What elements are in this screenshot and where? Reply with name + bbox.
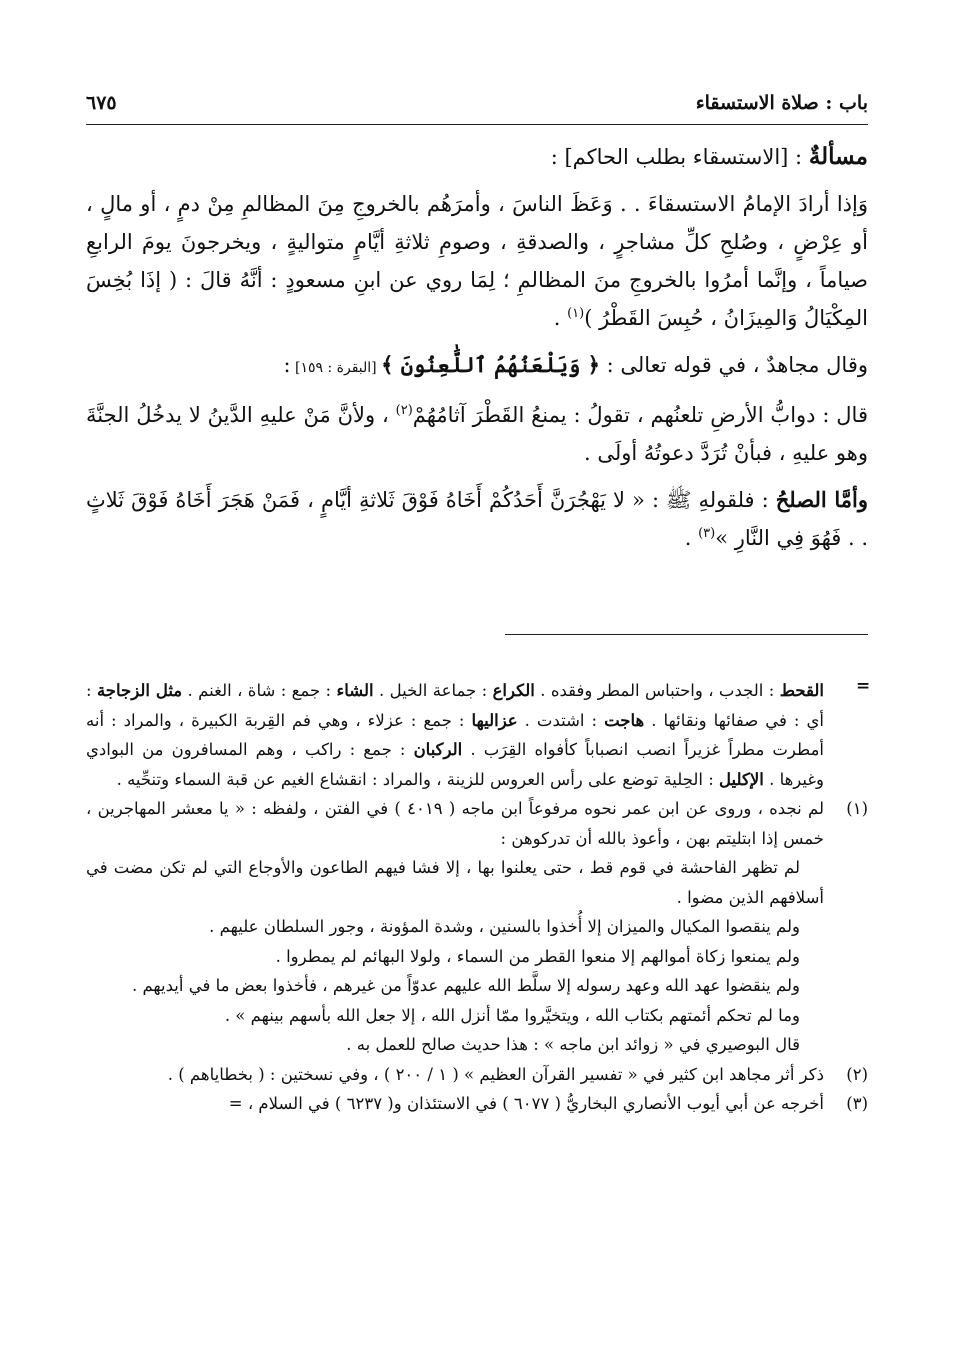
paragraph-4 — [86, 481, 868, 557]
paragraph-2-text: وقال مجاهدٌ ، في قوله تعالى : — [599, 353, 868, 377]
surah-reference: [البقرة : ١٥٩] — [290, 360, 382, 376]
main-text — [86, 138, 868, 566]
footnote-ref-1[interactable]: (١) — [567, 306, 585, 321]
header-divider — [86, 124, 868, 125]
continuation-marker: = — [856, 676, 871, 696]
paragraph-4-end: . — [684, 526, 699, 550]
footnote-divider — [505, 634, 868, 635]
paragraph-2-end: : — [283, 353, 291, 377]
glossary-definition: : جمع : شاة ، الغنم . — [182, 681, 337, 700]
glossary-definition: : جماعة الخيل . — [373, 681, 493, 700]
footnote-3-text: أخرجه عن أبي أيوب الأنصاري البخاريُّ ( ٦٠٧٧ ) في الاستئذان و( ٦٢٣٧ ) في السلام ، = — [228, 1094, 824, 1113]
running-header — [86, 88, 868, 118]
footnote-1-number: (١) — [846, 799, 868, 818]
footnote-1 — [86, 794, 868, 853]
glossary-definition: : الجدب ، واحتباس المطر وفقده . — [534, 681, 780, 700]
glossary-term: الركبان — [413, 740, 463, 759]
paragraph-1-end: . — [553, 306, 568, 330]
footnote-2-number: (٢) — [846, 1064, 868, 1084]
page-number: ٦٧٥ — [86, 92, 117, 114]
glossary-term: عزاليها — [471, 710, 518, 730]
paragraph-3-text: قال : دوابُّ الأرضِ تلعنُهم ، تقولُ : يمنعُ القَطْرَ آثامُهُمْ — [412, 403, 868, 427]
footnote-1-hadith-part: ولم ينقضوا عهد الله وعهد رسوله إلا سلَّط الله عليهم عدوّاً من غيرهم ، فأخذوا بعض ما في أيديهم . — [131, 976, 800, 995]
footnote-ref-3[interactable]: (٣) — [698, 526, 716, 541]
paragraph-2 — [86, 346, 868, 387]
glossary-footnote — [86, 676, 868, 794]
paragraph-4-text: : فلقولهِ ﷺ : « لا يَهْجُرَنَّ أَحَدُكُمْ أَخَاهُ فَوْقَ ثَلاثةِ أيَّامٍ ، فَمَنْ هَجَرَ أَخَاهُ فَوْقَ ثَلاثٍ . . فَهُوَ فِي النَّارِ » — [86, 488, 868, 550]
footnote-ref-2[interactable]: (٢) — [395, 403, 413, 418]
footnote-2 — [86, 1060, 868, 1090]
paragraph-1-text: وَإذا أرادَ الإمامُ الاستسقاءَ . . وَعَظَ الناسَ ، وأمرَهُم بالخروجِ مِنَ المظالمِ مِنْ دمٍ ، أو مالٍ ، أو عِرْضٍ ، وصُلحِ كلِّ مشاجرٍ ، والصدقةِ ، وصومِ ثلاثةِ أيَّامٍ متواليةٍ ، ويخرجونَ يومَ الرابعِ صياماً ، وإنَّما أمرُوا بالخروجِ منَ المظالمِ ؛ لِمَا روي عن ابنِ مسعودٍ : أنَّهُ قالَ : ( إذَا بُخِسَ المِكْيَالُ وَالمِيزَانُ ، حُبِسَ القَطْرُ ) — [86, 192, 868, 330]
paragraph-3 — [86, 396, 868, 472]
glossary-term: الشاء — [336, 681, 374, 700]
glossary-definition: : أي : في صفائها ونقائها . — [86, 681, 824, 730]
glossary-definition: : الحِلية توضع على رأس العروس للزينة ، والمراد : انقشاع الغيم عن قبة السماء وتنحِّيه . — [116, 769, 720, 789]
glossary-definition: : جمع : راكب ، وهم المسافرون من البوادي وغيرها . — [86, 740, 824, 789]
footnote-1-text: لم نجده ، وروى عن ابن عمر نحوه مرفوعاً ابن ماجه ( ٤٠١٩ ) في الفتن ، ولفظه : « يا معشر المهاجرين ، خمس إذا ابتليتم بهن ، وأعوذ بالله أن تدركوهن : — [86, 799, 825, 848]
footnote-1-hadith-part: وما لم تحكم أئمتهم بكتاب الله ، ويتخيَّروا ممّا أنزل الله ، إلا جعل الله بأسهم بينهم » . — [224, 1005, 800, 1025]
glossary-definition: : اشتدت . — [517, 710, 605, 730]
issue-separator: : — [788, 145, 809, 169]
chapter-title: باب : صلاة الاستسقاء — [695, 92, 868, 114]
footnote-1-hadith-part: ولم يمنعوا زكاة أموالهم إلا منعوا القطر من السماء ، ولولا البهائم لم يمطروا . — [275, 946, 800, 966]
footnotes-section — [86, 676, 868, 1119]
issue-subject: [الاستسقاء بطلب الحاكم] : — [550, 145, 789, 169]
footnote-3-number: (٣) — [846, 1094, 868, 1113]
paragraph-3-end: ، ولأنَّ مَنْ عليهِ الدَّينُ لا يدخُلُ الجنَّةَ وهو عليهِ ، فبأنْ تُرَدَّ دعوتُهُ أولَى . — [86, 403, 868, 465]
footnote-1-source-note: قال البوصيري في « زوائد ابن ماجه » : هذا حديث صالح للعمل به . — [346, 1035, 800, 1054]
paragraph-1 — [86, 185, 868, 337]
footnote-1-hadith-part: ولم ينقصوا المكيال والميزان إلا أُخذوا بالسنين ، وشدة المؤونة ، وجور السلطان عليهم . — [209, 917, 800, 936]
glossary-term: القحط — [779, 681, 824, 700]
issue-title-line — [86, 138, 868, 176]
glossary-term: الكراع — [492, 681, 535, 700]
glossary-term: مثل الزجاجة — [96, 681, 183, 700]
paragraph-4-label: وأمَّا الصلحُ — [775, 487, 868, 512]
footnote-2-text: ذكر أثر مجاهد ابن كثير في « تفسير القرآن العظيم » ( ١ / ٢٠٠ ) ، وفي نسختين : ( بخطاياهم ) . — [167, 1064, 824, 1084]
glossary-definition: : جمع : عزلاء ، وهي فم القِربة الكبيرة ، والمراد : أنه أمطرت مطراً غزيراً انصب انصباباً كأفواه القِرَب . — [86, 710, 824, 759]
glossary-term: هاجت — [604, 710, 645, 730]
footnote-1-hadith-part: لم تظهر الفاحشة في قوم قط ، حتى يعلنوا بها ، إلا فشا فيهم الطاعون والأوجاع التي لم تكن مضت في أسلافهم الذين مضوا . — [86, 858, 824, 907]
quran-verse: ﴿ وَيَلْعَنُهُمُ ٱللَّٰعِنُونَ ﴾ — [381, 352, 600, 377]
issue-heading: مسألةٌ — [808, 143, 868, 170]
glossary-term: الإكليل — [719, 769, 764, 789]
footnote-3 — [86, 1089, 868, 1119]
